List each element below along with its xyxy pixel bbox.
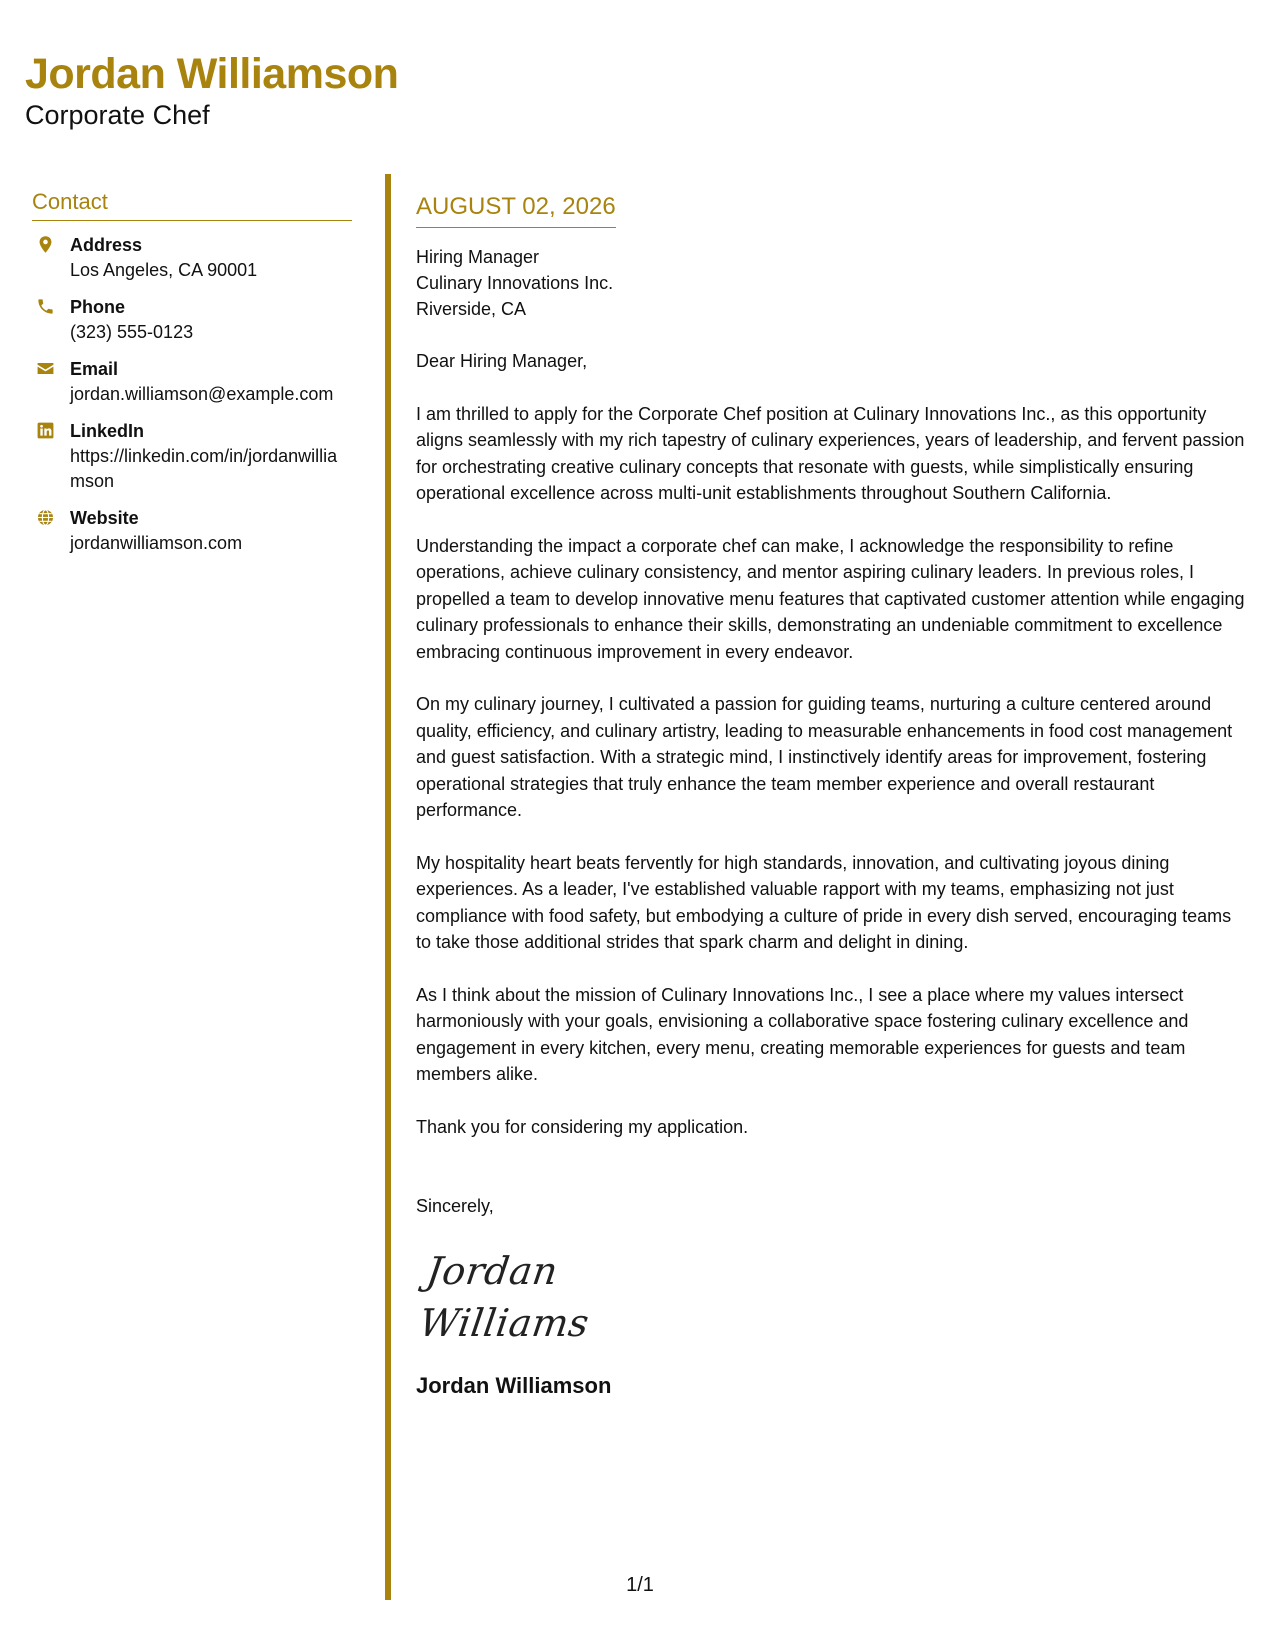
phone-value: (323) 555-0123 — [70, 322, 194, 342]
letter-date: AUGUST 02, 2026 — [416, 192, 616, 228]
recipient-name: Hiring Manager — [416, 247, 540, 267]
contact-item-linkedin — [32, 419, 352, 494]
paragraph: My hospitality heart beats fervently for high standards, innovation, and cultivating joyous dining experiences. As a leader, I've established valuable rapport with my teams, emphasizing not just compliance with food safety, but embodying a culture of pride in every dish served, encouraging teams to take those additional strides that spark charm and delight in dining. — [416, 852, 1232, 952]
salutation: Dear Hiring Manager, — [416, 351, 588, 371]
paragraph: Understanding the impact a corporate chef can make, I acknowledge the responsibility to refine operations, achieve culinary consistency, and mentor aspiring culinary leaders. In previous roles, I propelled a team to develop innovative menu features that captivated customer attention while engaging culinary professionals to enhance their skills, demonstrating an undeniable commitment to excellence embracing continuous improvement in every endeavor. — [416, 535, 1245, 662]
paragraph: As I think about the mission of Culinary Innovations Inc., I see a place where my values intersect harmoniously with your goals, envisioning a collaborative space fostering culinary excellence and engagement in every kitchen, every menu, creating memorable experiences for guests and team members alike. — [416, 984, 1189, 1084]
phone-label: Phone — [70, 297, 126, 317]
signature: Jordan Williams — [416, 1249, 592, 1345]
closing-thanks: Thank you for considering my application. — [416, 1116, 749, 1137]
recipient-company: Culinary Innovations Inc. — [416, 273, 614, 293]
email-label: Email — [70, 359, 119, 379]
vertical-divider — [385, 174, 391, 1600]
page-number: 1/1 — [626, 1574, 654, 1596]
globe-icon — [32, 506, 70, 527]
contact-item-address — [32, 233, 352, 283]
closing: Sincerely, — [416, 1196, 494, 1216]
job-title: Corporate Chef — [25, 100, 210, 130]
linkedin-label: LinkedIn — [70, 421, 145, 441]
letter-body — [416, 192, 1248, 1401]
website-label: Website — [70, 508, 139, 528]
website-value[interactable]: jordanwilliamson.com — [70, 533, 243, 553]
email-value[interactable]: jordan.williamson@example.com — [70, 384, 334, 404]
recipient-block — [416, 244, 1248, 322]
linkedin-value[interactable]: https://linkedin.com/in/jordanwilliamson — [70, 446, 338, 491]
address-label: Address — [70, 235, 143, 255]
address-value: Los Angeles, CA 90001 — [70, 260, 258, 280]
signer-name: Jordan Williamson — [416, 1373, 612, 1398]
phone-icon — [32, 295, 70, 316]
contact-item-phone — [32, 295, 352, 345]
contact-item-email — [32, 357, 352, 407]
map-marker-icon — [32, 233, 70, 254]
applicant-name: Jordan Williamson — [25, 50, 399, 98]
contact-sidebar — [32, 188, 352, 568]
contact-heading: Contact — [32, 188, 352, 221]
recipient-location: Riverside, CA — [416, 299, 527, 319]
contact-item-website — [32, 506, 352, 556]
envelope-icon — [32, 357, 70, 378]
linkedin-icon — [32, 419, 70, 440]
paragraph: I am thrilled to apply for the Corporate Chef position at Culinary Innovations Inc., as this opportunity aligns seamlessly with my rich tapestry of culinary experiences, years of leadership, and fervent passion for orchestrating creative culinary concepts that resonate with guests, while simplistically ensuring operational excellence across multi-unit establishments throughout Southern California. — [416, 403, 1245, 503]
paragraph: On my culinary journey, I cultivated a passion for guiding teams, nurturing a culture centered around quality, efficiency, and culinary artistry, leading to measurable enhancements in food cost management and guest satisfaction. With a strategic mind, I instinctively identify areas for improvement, fostering operational strategies that truly enhance the team member experience and overall restaurant performance. — [416, 694, 1233, 820]
